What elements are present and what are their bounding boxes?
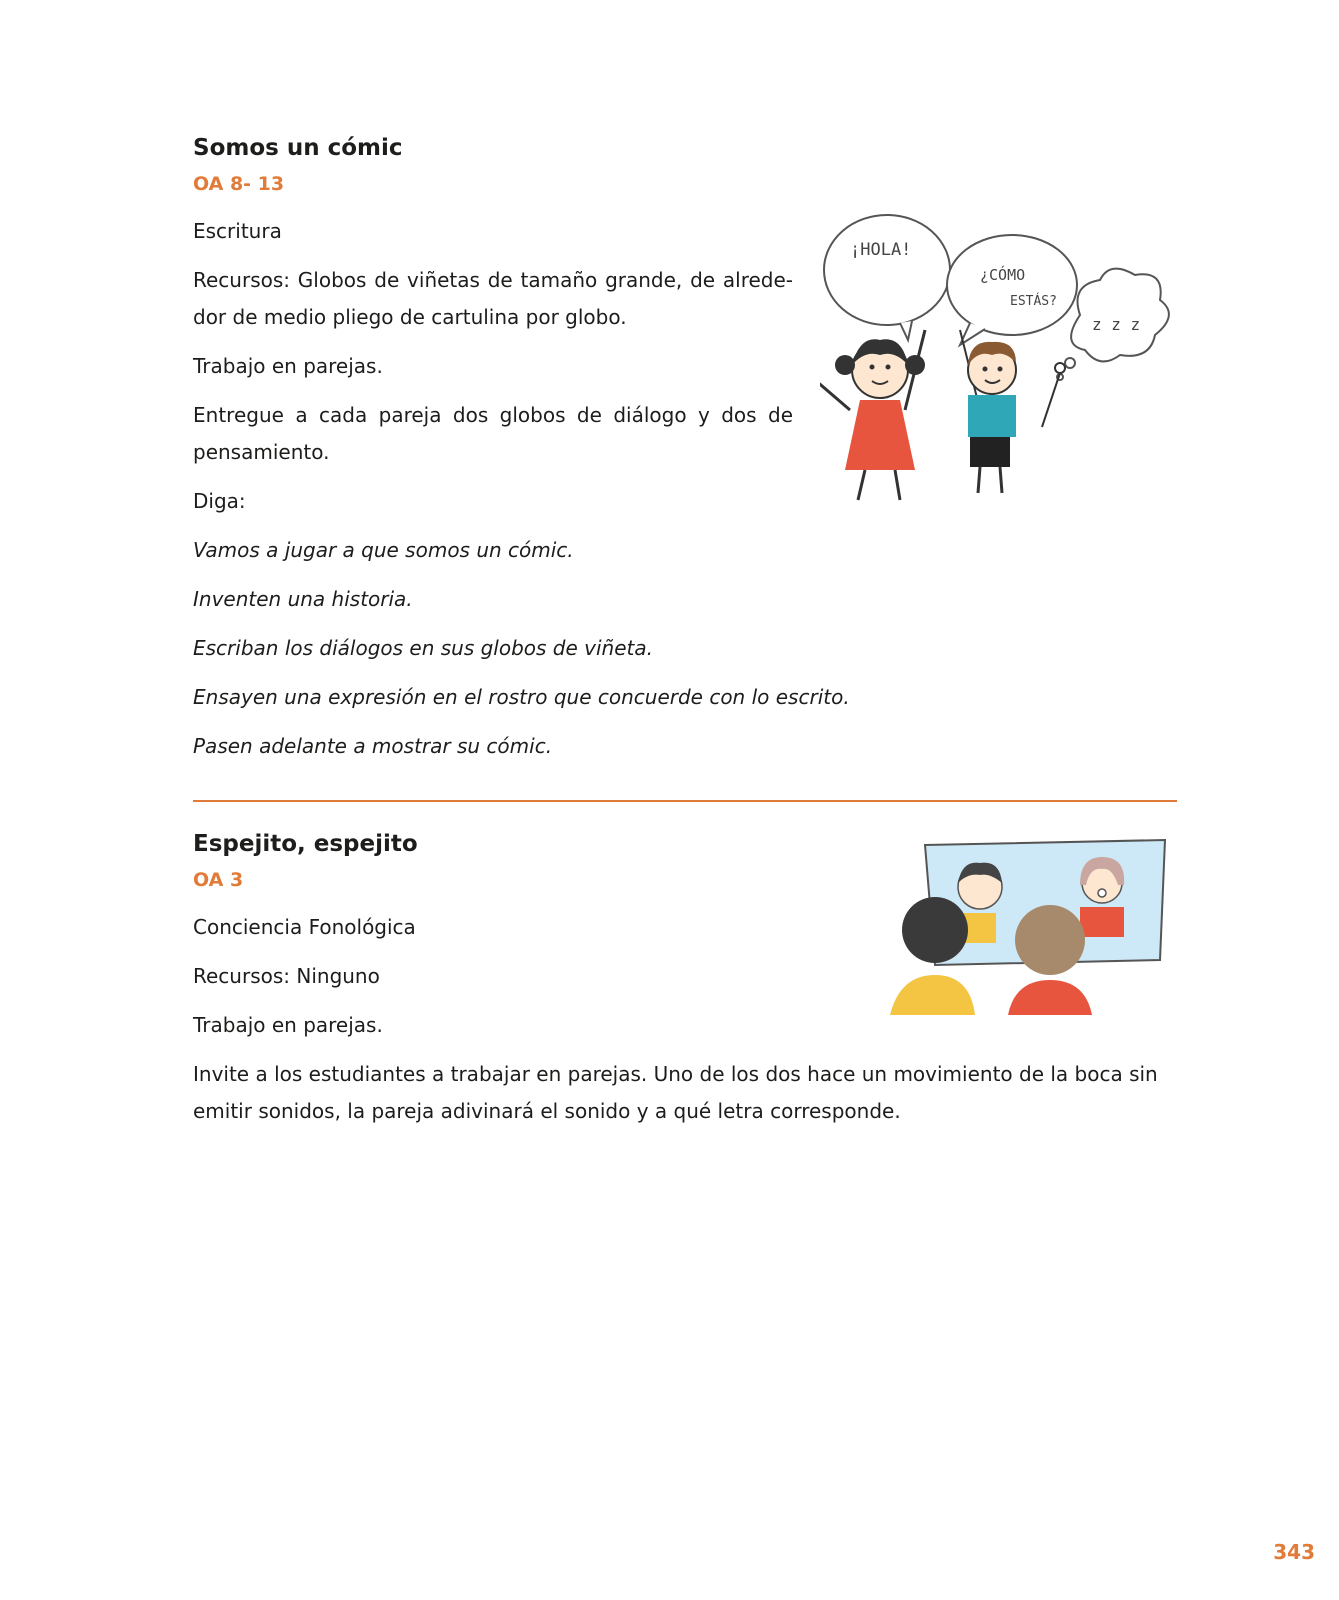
mirror-kids-illustration	[880, 835, 1180, 1020]
instruction-text: Entregue a cada pareja dos globos de diálogo y dos de pensamiento.	[193, 403, 793, 464]
thought-zzz-text: z z z	[1092, 315, 1141, 334]
activity-type: Escritura	[193, 219, 282, 243]
section-title: Espejito, espejito	[193, 831, 418, 857]
italic-line: Ensayen una expresión en el rostro que concuerde con lo escrito.	[193, 685, 850, 709]
section-divider	[193, 800, 1177, 802]
girl-figure	[820, 330, 925, 500]
oa-label: OA 3	[193, 869, 244, 891]
instruction-text: Invite a los estudiantes a trabajar en parejas. Uno de los dos hace un movimiento de la boca sin emitir sonidos, la pareja adivinará el sonido y a qué letra corresponde.	[193, 1062, 1158, 1123]
oa-label: OA 8- 13	[193, 173, 285, 195]
activity-type: Conciencia Fonológica	[193, 915, 416, 939]
resources-text: Recursos: Globos de viñetas de tamaño grande, de alrededor de medio pliego de cartulina por globo.	[193, 268, 793, 329]
italic-line: Escriban los diálogos en sus globos de viñeta.	[193, 636, 653, 660]
bubble-como-text: ¿CÓMO	[980, 266, 1026, 284]
resources-text: Recursos: Ninguno	[193, 964, 380, 988]
boy-figure	[960, 330, 1065, 493]
comic-kids-illustration	[820, 205, 1180, 525]
italic-line: Pasen adelante a mostrar su cómic.	[193, 734, 553, 758]
italic-line: Inventen una historia.	[193, 587, 413, 611]
pairs-text: Trabajo en parejas.	[193, 354, 383, 378]
italic-line: Vamos a jugar a que somos un cómic.	[193, 538, 574, 562]
section-title: Somos un cómic	[193, 135, 403, 161]
pairs-text: Trabajo en parejas.	[193, 1013, 383, 1037]
bubble-estas-text: ESTÁS?	[1010, 294, 1057, 309]
bubble-hola-text: ¡HOLA!	[850, 240, 912, 260]
page-number: 343	[1273, 1540, 1315, 1564]
say-text: Diga:	[193, 489, 246, 513]
